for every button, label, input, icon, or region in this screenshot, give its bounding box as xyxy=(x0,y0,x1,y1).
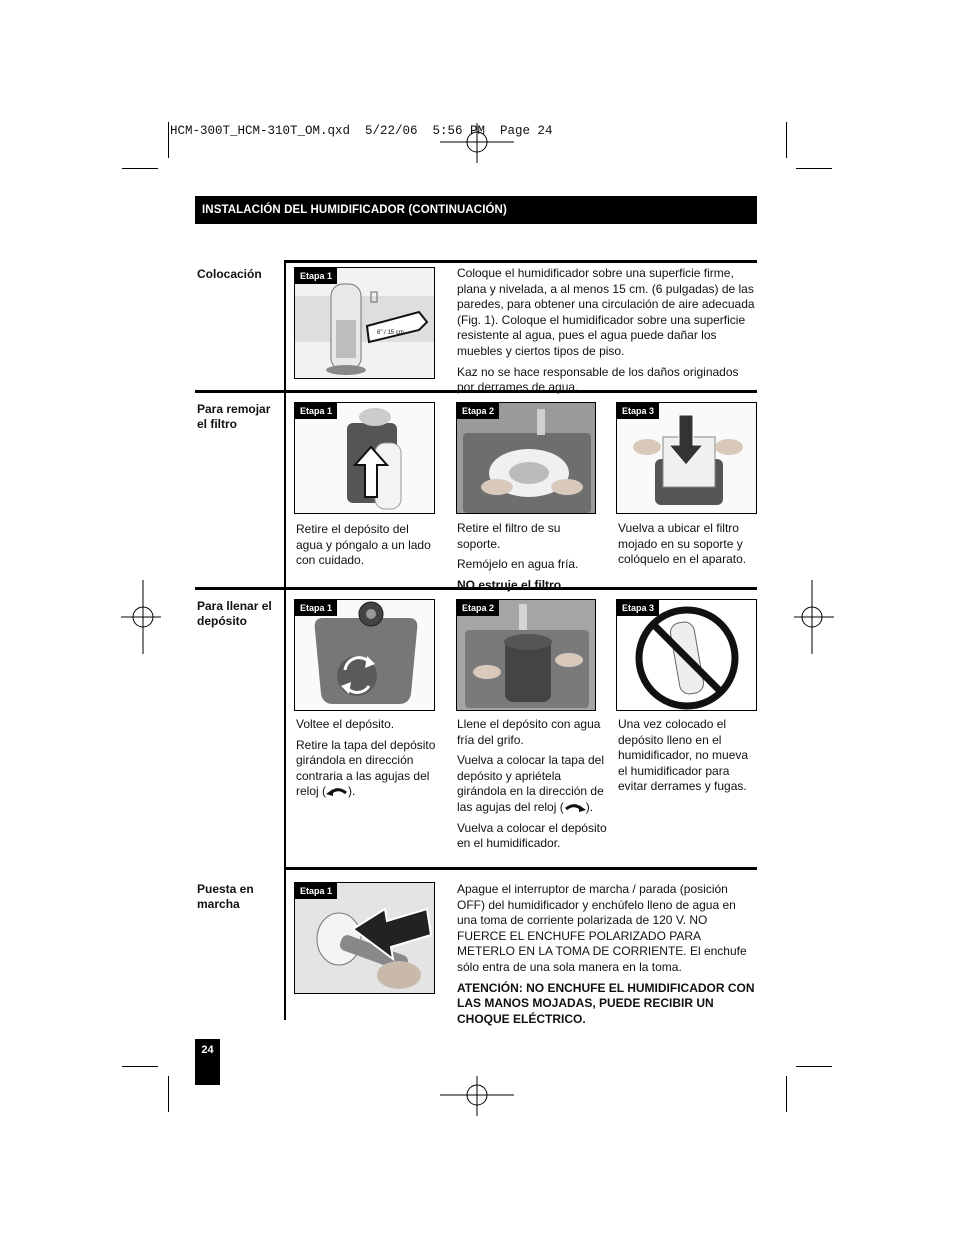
file-slug: HCM-300T_HCM-310T_OM.qxd 5/22/06 5:56 PM Page 24 xyxy=(170,124,553,138)
label-puesta-line1: Puesta en xyxy=(197,882,254,896)
figure-do-not-move xyxy=(616,599,757,711)
badge-step1: Etapa 1 xyxy=(295,268,337,284)
label-puesta-line2: marcha xyxy=(197,897,240,911)
colocacion-paragraph-2: Kaz no se hace responsable de los daños originados por derrames de agua. xyxy=(457,364,739,395)
rule-top xyxy=(284,260,757,263)
llenar-step2-p2-end: ). xyxy=(585,799,594,814)
puesta-paragraph-1: Apague el interruptor de marcha / parada (posición OFF) del humidificador y enchúfelo lleno de agua en una toma de corriente polarizada de 120 V. NO FUERCE EL ENCHUFE POLARIZADO PARA METERLO EN LA TOMA DE CORRIENTE. El enchufe sólo entra de una sola manera en la toma. xyxy=(457,882,747,974)
llenar-step1-p2-text: Retire la tapa del depósito girándola en dirección contraria a las agujas del reloj ( xyxy=(296,737,436,799)
llenar-step1-p1: Voltee el depósito. xyxy=(296,717,395,731)
text-remojar-step3 xyxy=(618,521,756,573)
registration-mark-right xyxy=(794,580,834,654)
label-remojar-line1: Para remojar xyxy=(197,402,271,416)
figure-placement xyxy=(294,267,435,379)
badge-step1: Etapa 1 xyxy=(295,403,337,419)
label-colocacion: Colocación xyxy=(197,267,262,281)
remojar-step2-p2: Remójelo en agua fría. xyxy=(457,557,579,572)
badge-step3: Etapa 3 xyxy=(617,600,659,616)
text-llenar-step3 xyxy=(618,717,758,800)
figure-replace-filter xyxy=(616,402,757,514)
llenar-step2-p2-text: Vuelva a colocar la tapa del depósito y apriétela girándola en la dirección de las agujas del reloj ( xyxy=(457,753,604,814)
llenar-step1-p2-end: ). xyxy=(348,784,356,799)
label-puesta xyxy=(197,882,254,912)
llenar-step2-p1: Llene el depósito con agua fría del grifo. xyxy=(457,717,601,747)
text-puesta xyxy=(457,882,757,1032)
counterclockwise-arrow-icon xyxy=(326,786,348,796)
label-llenar-line2: depósito xyxy=(197,614,247,628)
remojar-step3-text: Vuelva a ubicar el filtro mojado en su soporte y colóquelo en el aparato. xyxy=(618,521,747,567)
clockwise-arrow-icon xyxy=(564,802,586,812)
registration-mark-top xyxy=(440,123,514,163)
text-remojar-step2 xyxy=(457,521,605,598)
figure-tank-cap xyxy=(294,599,435,711)
llenar-step3-text: Una vez colocado el depósito lleno en el humidificador, no mueva el humidificador para evitar derrames y fugas. xyxy=(618,717,749,794)
llenar-step1-p2 xyxy=(296,738,438,800)
figure-remove-tank xyxy=(294,402,435,514)
registration-mark-bottom xyxy=(440,1076,514,1116)
badge-step1: Etapa 1 xyxy=(295,883,337,899)
label-remojar-line2: el filtro xyxy=(197,417,238,431)
figure-plug-in xyxy=(294,882,435,994)
section-header: INSTALACIÓN DEL HUMIDIFICADOR (CONTINUACIÓN) xyxy=(195,196,757,224)
badge-step1: Etapa 1 xyxy=(295,600,337,616)
page-number: 24 xyxy=(195,1039,220,1085)
figure-soak-filter xyxy=(456,402,596,514)
text-llenar-step1 xyxy=(296,717,438,805)
badge-step2: Etapa 2 xyxy=(457,600,499,616)
label-llenar xyxy=(197,599,272,629)
remojar-step2-p1: Retire el filtro de su soporte. xyxy=(457,521,561,551)
label-llenar-line1: Para llenar el xyxy=(197,599,272,613)
llenar-step2-p3: Vuelva a colocar el depósito en el humidificador. xyxy=(457,820,607,851)
text-colocacion xyxy=(457,266,757,401)
remojar-step1-text: Retire el depósito del agua y póngalo a un lado con cuidado. xyxy=(296,522,431,568)
badge-step2: Etapa 2 xyxy=(457,403,499,419)
remojar-step2-warning: NO estruje el filtro. xyxy=(457,577,565,592)
label-remojar xyxy=(197,402,270,432)
badge-step3: Etapa 3 xyxy=(617,403,659,419)
rule-3 xyxy=(284,867,757,870)
text-remojar-step1 xyxy=(296,522,436,574)
llenar-step2-p2 xyxy=(457,753,611,815)
colocacion-paragraph-1: Coloque el humidificador sobre una superficie firme, plana y nivelada, a al menos 15 cm. (6 pulgadas) de las paredes, para obtener una circulación de aire adecuada (Fig. 1). Coloque el humidificador sobre una superficie resistente al agua, pues el agua puede dañar los muebles y ciertos tipos de piso. xyxy=(457,266,755,358)
puesta-warning: ATENCIÓN: NO ENCHUFE EL HUMIDIFICADOR CON LAS MANOS MOJADAS, PUEDE RECIBIR UN CHOQUE ELÉCTRICO. xyxy=(457,980,755,1026)
registration-mark-left xyxy=(121,580,161,654)
figure-fill-tank xyxy=(456,599,596,711)
figure-placement-distance: 6" / 15 cm xyxy=(377,330,404,336)
text-llenar-step2 xyxy=(457,717,611,857)
column-divider xyxy=(284,260,286,1020)
